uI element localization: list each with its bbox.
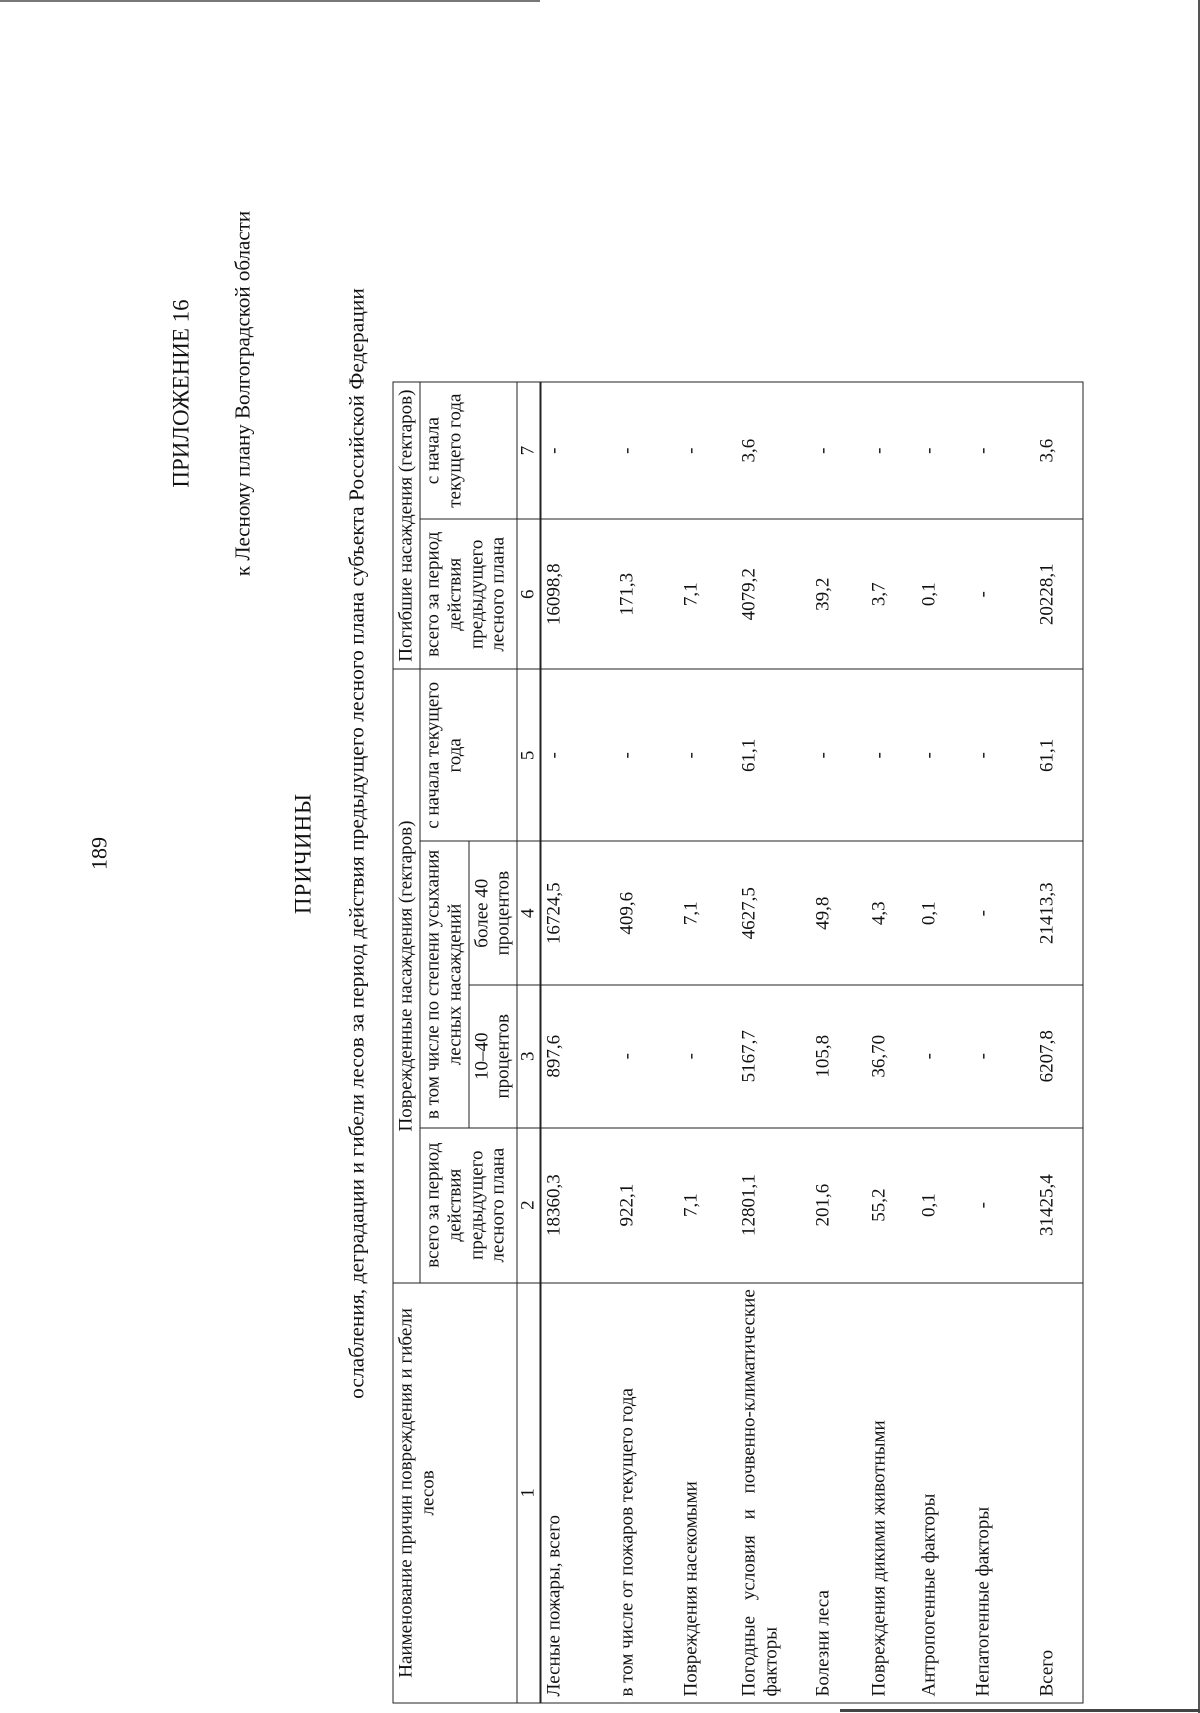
table-row [614, 382, 678, 1703]
column-number: 3 [517, 984, 540, 1127]
header-dead-since-year-start: с начала текущего года [419, 382, 516, 519]
cell-value: - [810, 382, 866, 519]
document-subtitle: ослабления, деградации и гибели лесов за период действия предыдущего лесного плана субъекта Российской Федерации [344, 287, 368, 1399]
cell-value: 31425,4 [1034, 1127, 1082, 1282]
page-number: 189 [86, 836, 111, 870]
header-pct-over-40: более 40 процентов [468, 841, 517, 985]
row-cause-name: Антропогенные факторы [916, 1282, 970, 1702]
cell-value: - [970, 841, 1034, 985]
cell-value: 0,1 [916, 1127, 970, 1282]
cell-value: 7,1 [678, 1127, 736, 1282]
cell-value: 0,1 [916, 841, 970, 985]
cell-value: 171,3 [614, 519, 678, 669]
cell-value: 201,6 [810, 1127, 866, 1282]
cell-value: - [916, 382, 970, 519]
row-cause-name: Погодные условия и почвенно-климатические факторы [736, 1282, 810, 1702]
table-row-total [1034, 382, 1082, 1703]
cell-value: 105,8 [810, 984, 866, 1127]
cell-value: - [970, 669, 1034, 841]
header-damaged-total-prev-plan: всего за период действия предыдущего лесного плана [419, 1127, 516, 1282]
column-numbers-row [517, 382, 540, 1703]
cell-value: - [678, 669, 736, 841]
document-title: ПРИЧИНЫ [290, 792, 315, 914]
cell-value: - [970, 519, 1034, 669]
row-cause-name: Лесные пожары, всего [540, 1282, 614, 1702]
cell-value: - [970, 382, 1034, 519]
cell-value: 18360,3 [540, 1127, 614, 1282]
header-including-degree: в том числе по степени усыхания лесных насаждений [419, 841, 468, 1127]
cell-value: - [916, 984, 970, 1127]
cell-value: - [970, 984, 1034, 1127]
header-pct-10-40: 10–40 процентов [468, 984, 517, 1127]
cell-value: 20228,1 [1034, 519, 1082, 669]
cell-value: 16724,5 [540, 841, 614, 985]
causes-table [392, 381, 1083, 1703]
cell-value: 16098,8 [540, 519, 614, 669]
cell-value: 61,1 [736, 669, 810, 841]
row-cause-name: Всего [1034, 1282, 1082, 1702]
cell-value: 49,8 [810, 841, 866, 985]
row-cause-name: Болезни леса [810, 1282, 866, 1702]
cell-value: - [614, 669, 678, 841]
cell-value: - [678, 382, 736, 519]
appendix-title: ПРИЛОЖЕНИЕ 16 [168, 298, 193, 488]
cell-value: 4079,2 [736, 519, 810, 669]
cell-value: - [540, 382, 614, 519]
row-cause-name: Повреждения дикими животными [866, 1282, 916, 1702]
cell-value: 55,2 [866, 1127, 916, 1282]
cell-value: - [614, 382, 678, 519]
cell-value: - [970, 1127, 1034, 1282]
row-cause-name: Непатогенные факторы [970, 1282, 1034, 1702]
column-number: 5 [517, 669, 540, 841]
header-dead-total-prev-plan: всего за период действия предыдущего лесного плана [419, 519, 516, 669]
cell-value: 4,3 [866, 841, 916, 985]
cell-value: 12801,1 [736, 1127, 810, 1282]
cell-value: - [614, 984, 678, 1127]
column-number: 1 [517, 1282, 540, 1702]
header-cause-name: Наименование причин повреждения и гибели лесов [393, 1282, 517, 1702]
table-row [866, 382, 916, 1703]
header-dead-stands: Погибшие насаждения (гектаров) [393, 382, 420, 669]
cell-value: 6207,8 [1034, 984, 1082, 1127]
cell-value: 39,2 [810, 519, 866, 669]
table-row [678, 382, 736, 1703]
table-row [736, 382, 810, 1703]
cell-value: - [678, 984, 736, 1127]
cell-value: - [916, 669, 970, 841]
cell-value: 409,6 [614, 841, 678, 985]
cell-value: 21413,3 [1034, 841, 1082, 985]
cell-value: 897,6 [540, 984, 614, 1127]
cell-value: 61,1 [1034, 669, 1082, 841]
column-number: 6 [517, 519, 540, 669]
cell-value: 36,70 [866, 984, 916, 1127]
table-row [810, 382, 866, 1703]
column-number: 7 [517, 382, 540, 519]
cell-value: 7,1 [678, 841, 736, 985]
cell-value: 5167,7 [736, 984, 810, 1127]
column-number: 2 [517, 1127, 540, 1282]
appendix-subtitle: к Лесному плану Волгоградской области [230, 210, 254, 576]
cell-value: 0,1 [916, 519, 970, 669]
cell-value: 4627,5 [736, 841, 810, 985]
cell-value: 3,6 [736, 382, 810, 519]
cell-value: - [866, 382, 916, 519]
cell-value: - [540, 669, 614, 841]
cell-value: 922,1 [614, 1127, 678, 1282]
header-damaged-stands: Поврежденные насаждения (гектаров) [393, 669, 420, 1282]
cell-value: 7,1 [678, 519, 736, 669]
row-cause-name: Повреждения насекомыми [678, 1282, 736, 1702]
table-row [970, 382, 1034, 1703]
cell-value: 3,6 [1034, 382, 1082, 519]
cell-value: - [866, 669, 916, 841]
cell-value: 3,7 [866, 519, 916, 669]
row-cause-name: в том числе от пожаров текущего года [614, 1282, 678, 1702]
header-damaged-since-year-start: с начала текущего года [419, 669, 516, 841]
table-row [916, 382, 970, 1703]
table-row [540, 382, 614, 1703]
column-number: 4 [517, 841, 540, 985]
cell-value: - [810, 669, 866, 841]
